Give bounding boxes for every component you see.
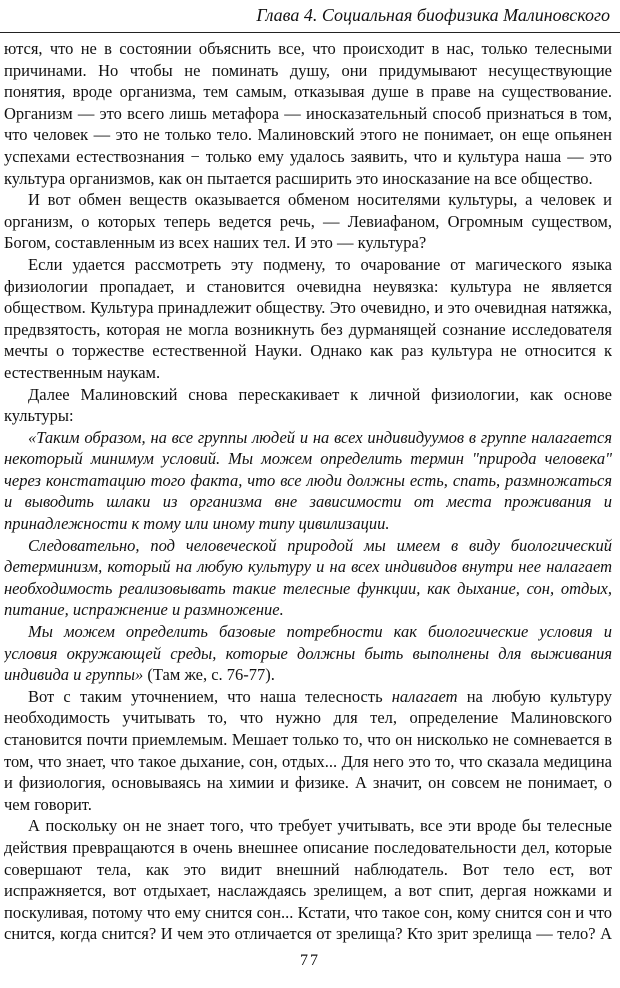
- paragraph: Если удается рассмотреть эту подмену, то очарование от магического языка физиологии пропадает, и становится очевидна неувязка: культура не является обществом. Культура принадлежит обществу. Это очевидно, и это очевидная натяжка, предвзятость, которая не могла возникнуть без дурманящей сознание исследователя мечты о торжестве естественной Науки. Однако как раз культура не относится к естественным наукам.: [4, 254, 612, 382]
- quote-reference: (Там же, с. 76-77).: [143, 665, 275, 685]
- body-text: [4, 38, 612, 943]
- emphasized-word: налагает: [391, 686, 458, 706]
- paragraph-text: на любую культуру необходимость учитывать то, что нужно для тел, определение Малиновского становится почти приемлемым. Мешает только то, что он нисколько не сомневается в том, что знает, что такое дыхание, сон, отдых... Для него это то, что сказала медицина и физиология, основываясь на химии и физике. А значит, он совсем не понимает, о чем говорит.: [4, 686, 612, 814]
- paragraph: Далее Малиновский снова перескакивает к личной физиологии, как основе культуры:: [4, 384, 612, 426]
- paragraph: И вот обмен веществ оказывается обменом носителями культуры, а человек и организм, о которых теперь ведется речь, — Левиафаном, Огромным существом, Богом, составленным из всех наших тел. И это — культура?: [4, 190, 612, 253]
- page-number: 77: [300, 952, 320, 969]
- header-rule: [0, 32, 620, 33]
- paragraph-continuation: ются, что не в состоянии объяснить все, что происходит в нас, только телесными причинами. Но чтобы не поминать душу, они придумывают несуществующие понятия, вроде организма, тем самым, отказывая душе в праве на существование. Организм — это всего лишь метафора — иносказательный способ признаться в том, что человек — это не только тело. Малиновский этого не понимает, он еще опьянен успехами естествознания − только ему удалось заявить, что и культура наша — это культура организмов, как он пытается расширить это иносказание на все общество.: [4, 39, 612, 188]
- paragraph: А поскольку он не знает того, что требует учитывать, все эти вроде бы телесные действия превращаются в очень внешнее описание последовательности дел, которые совершают тела, как это видит внешний наблюдатель. Вот тело ест, вот испражняется, вот отдыхает, наслаждаясь зрелищем, а вот спит, дергая ножками и поскуливая, потому что ему снится сон... Кстати, что такое сон, кому снится сон и что снится, когда снится? И чем это отличается от зрелища? Кто зрит зрелища — тело? А: [4, 816, 612, 943]
- running-title: Глава 4. Социальная биофизика Малиновского: [256, 5, 610, 25]
- quote-paragraph-last: [4, 621, 612, 686]
- quote-paragraph: «Таким образом, на все группы людей и на всех индивидуумов в группе налагается некоторый минимум условий. Мы можем определить термин "природа человека" через констатацию того факта, что все люди должны есть, спать, размножаться и выводить шлаки из организма вне зависимости от места проживания и принадлежности к тому или иному типу цивилизации.: [4, 427, 612, 534]
- paragraph-text: Вот с таким уточнением, что наша телесность: [28, 686, 392, 706]
- running-header: [0, 0, 620, 30]
- quote-text: Мы можем определить базовые потребности как биологические условия и условия окружающей среды, которые должны быть выполнены для выживания индивида и группы»: [4, 622, 612, 685]
- paragraph: [4, 686, 612, 816]
- quote-paragraph: Следовательно, под человеческой природой мы имеем в виду биологический детерминизм, который на любую культуру и на всех индивидов внутри нее налагает необходимость реализовывать такие телесные функции, как дыхание, сон, отдых, питание, испражнение и размножение.: [4, 535, 612, 620]
